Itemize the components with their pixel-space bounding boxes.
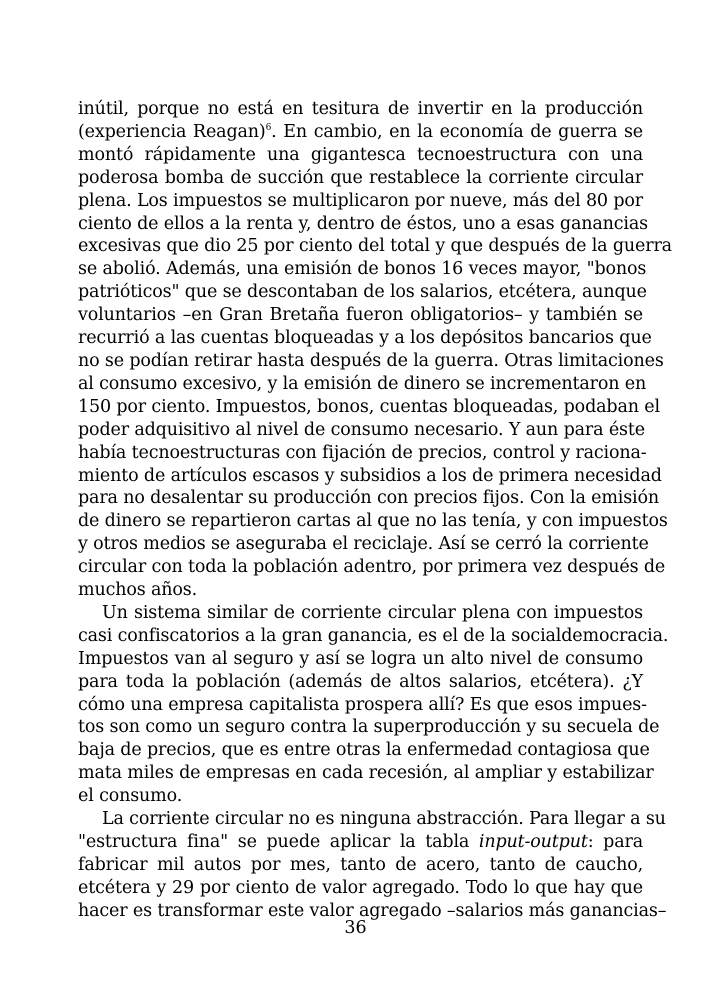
italic-term: input-output [478,832,588,852]
paragraph-2 [78,602,669,808]
text-line: 150 por ciento. Impuestos, bonos, cuentas bloqueadas, podaban el [78,396,660,417]
text-line: recurrió a las cuentas bloqueadas y a los depósitos bancarios que [78,328,652,349]
text-span: . En cambio, en la economía de guerra se [271,121,644,142]
text-line: inútil, porque no está en tesitura de invertir en la producción [78,99,643,119]
text-span: "estructura fina" se puede aplicar la tabla [78,832,479,852]
paragraph-1 [78,98,672,602]
text-line: y otros medios se aseguraba el reciclaje. Así se cerró la corriente [78,534,649,555]
text-line: ciento de ellos a la renta y, dentro de éstos, uno a esas ganancias [78,213,648,234]
text-line: no se podían retirar hasta después de la guerra. Otras limitaciones [78,350,664,371]
page-number: 36 [344,918,367,938]
text-line: circular con toda la población adentro, por primera vez después de [78,557,666,578]
text-line: casi confiscatorios a la gran ganancia, es el de la socialdemocracia. [78,625,669,646]
text-line: al consumo excesivo, y la emisión de dinero se incrementaron en [78,373,647,394]
page-body [78,98,672,923]
text-line: cómo una empresa capitalista prospera allí? Es que esos impues- [78,694,647,715]
text-line: de dinero se repartieron cartas al que no las tenía, y con impuestos [78,511,668,532]
text-line: baja de precios, que es entre otras la enfermedad contagiosa que [78,740,650,761]
text-span: (experiencia Reagan) [78,121,266,142]
text-line: poderosa bomba de succión que restablece la corriente circular [78,167,643,188]
text-line: tos son como un seguro contra la superproducción y su secuela de [78,717,660,738]
text-line: Impuestos van al seguro y así se logra un alto nivel de consumo [78,648,643,669]
footnote-marker: 6 [265,123,272,134]
text-line: plena. Los impuestos se multiplicaron por nueve, más del 80 por [78,190,643,211]
text-line: el consumo. [78,786,183,807]
text-line: mata miles de empresas en cada recesión, al ampliar y estabilizar [78,763,654,784]
text-line: excesivas que dio 25 por ciento del total y que después de la guerra [78,236,672,257]
text-line [78,831,643,854]
text-line: patrióticos" que se descontaban de los salarios, etcétera, aunque [78,282,647,303]
text-line: La corriente circular no es ninguna abstracción. Para llegar a su [102,809,666,830]
text-line: etcétera y 29 por ciento de valor agregado. Todo lo que hay que [78,877,643,898]
text-line: hacer es transformar este valor agregado –salarios más ganancias– [78,900,667,921]
text-line: voluntarios –en Gran Bretaña fueron obligatorios– y también se [78,305,643,326]
text-line: poder adquisitivo al nivel de consumo necesario. Y aun para éste [78,419,645,440]
text-line: fabricar mil autos por mes, tanto de acero, tanto de caucho, [78,854,643,875]
text-line: montó rápidamente una gigantesca tecnoestructura con una [78,144,643,165]
text-line: miento de artículos escasos y subsidios a los de primera necesidad [78,465,662,486]
paragraph-3 [78,808,667,923]
text-line [78,121,643,144]
text-line: para toda la población (además de altos salarios, etcétera). ¿Y [78,671,643,692]
text-line: Un sistema similar de corriente circular plena con impuestos [102,602,643,623]
text-line: había tecnoestructuras con fijación de precios, control y raciona- [78,442,647,463]
text-line: se abolió. Además, una emisión de bonos 16 veces mayor, "bonos [78,259,647,280]
text-line: muchos años. [78,580,197,601]
text-span: : para [587,832,643,852]
text-line: para no desalentar su producción con precios fijos. Con la emisión [78,488,660,509]
